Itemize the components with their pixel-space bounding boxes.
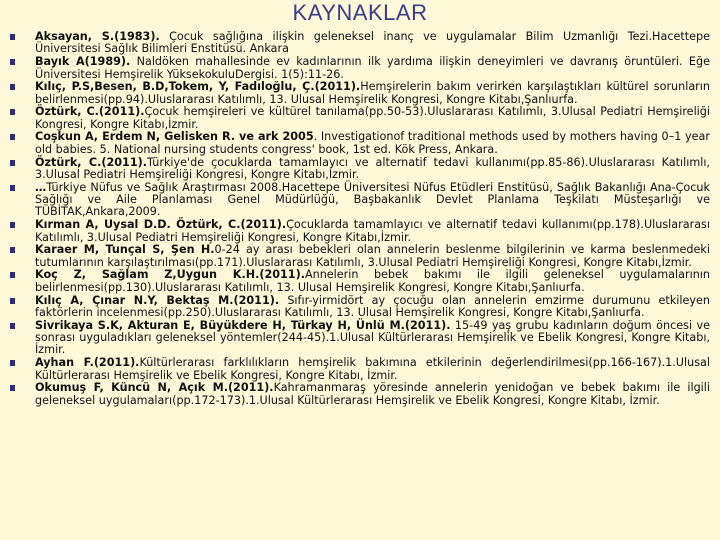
square-bullet-icon bbox=[10, 34, 15, 40]
reference-text: Türkiye Nüfus ve Sağlık Araştırması 2008.Hacettepe Üniversitesi Nüfus Etüdleri Enstitüsü, Sağlık Bakanlığı Ana-Çocuk Sağlığı ve Aile Planlaması Genel Müdürlüğü, Başbakanlık Devlet Planlama Teşkilatı Müsteşarlığı ve TÜBİTAK,Ankara,2009. bbox=[35, 180, 710, 219]
reference-author: Coşkun A, Erdem N, Gelisken R. ve ark 2005 bbox=[35, 130, 314, 144]
reference-author: Aksayan, S.(1983). bbox=[35, 30, 160, 43]
reference-text: Hemşirelerin bakım verirken karşılaştıkları kültürel sorunların belirlenmesi(pp.94).Uluslararası Katılımlı, 13. Ulusal Hemşirelik Kongresi, Kongre Kitabı,Şanlıurfa. bbox=[35, 80, 710, 106]
reference-text: 0-24 ay arası bebekleri olan annelerin beslenme bilgilerinin ve karma beslenmedeki tutumlarının karşılaştırılması(pp.171).Uluslararası Katılımlı, 3.Ulusal Pediatri Hemşireliği Kongresi, Kongre Kitabı,İzmir. bbox=[35, 243, 711, 269]
reference-author: Kılıç, P.S,Besen, B.D,Tokem, Y, Fadıloğlu, Ç.(2011). bbox=[35, 80, 361, 94]
reference-text: Çocuk hemşireleri ve kültürel tanılama(pp.50-53).Uluslararası Katılımlı, 3.Ulusal Pediatri Hemşireliği Kongresi, Kongre Kitabı,İzmir. bbox=[35, 105, 710, 131]
reference-author: Öztürk, C.(2011). bbox=[35, 155, 147, 169]
square-bullet-icon bbox=[10, 59, 15, 65]
reference-author: Kılıç A, Çınar N.Y, Bektaş M.(2011). bbox=[35, 293, 280, 307]
square-bullet-icon bbox=[10, 185, 15, 191]
square-bullet-icon bbox=[10, 160, 15, 166]
reference-author: Okumuş F, Küncü N, Açık M.(2011). bbox=[35, 381, 274, 395]
reference-author: Kırman A, Uysal D.D. Öztürk, C.(2011). bbox=[35, 218, 287, 232]
reference-text: Çocuklarda tamamlayıcı ve alternatif tedavi kullanımı(pp.178).Uluslararası Katılımlı, 3.Ulusal Pediatri Hemşireliği Kongresi, Kongre Kitabı,İzmir. bbox=[35, 218, 710, 244]
reference-text: Çocuk sağlığına ilişkin geleneksel inanç ve uygulamalar Bilim Uzmanlığı Tezi.Hacettepe Üniversitesi Sağlık Bilimleri Enstitüsü. Ankara bbox=[35, 30, 710, 56]
reference-item bbox=[10, 320, 710, 357]
square-bullet-icon bbox=[10, 385, 15, 391]
reference-text: . Investigationof traditional methods used by mothers having 0–1 year old babies. 5. National nursing students congress' book, 1st ed. Kök Press, Ankara. bbox=[35, 130, 710, 156]
reference-item bbox=[10, 357, 710, 382]
reference-author: Öztürk, C.(2011). bbox=[35, 105, 145, 119]
reference-text: Kahramanmaraş yöresinde annelerin yenidoğan ve bebek bakımı ile ilgili geleneksel uygulamaları(pp.172-173).1.Ulusal Kültürlerarası Hemşirelik ve Ebelik Kongresi, Kongre Kitabı, İzmir. bbox=[35, 381, 710, 407]
reference-item bbox=[10, 131, 710, 156]
square-bullet-icon bbox=[10, 134, 15, 140]
reference-text: Türkiye'de çocuklarda tamamlayıcı ve alternatif tedavi kullanımı(pp.85-86).Uluslararası Katılımlı, 3.Ulusal Pediatri Hemşireliği Kongresi, Kongre Kitabı,İzmir. bbox=[35, 155, 710, 181]
reference-item bbox=[10, 244, 710, 269]
reference-item bbox=[10, 219, 710, 244]
reference-text: 15-49 yaş grubu kadınların doğum öncesi ve sonrası uyguladıkları geleneksel yöntemler(244-45).1.Ulusal Kültürlerarası Hemşirelik ve Ebelik Kongresi, Kongre Kitabı, İzmir. bbox=[35, 318, 710, 357]
reference-text: Sıfır-yirmidört ay çocuğu olan annelerin emzirme durumunu etkileyen faktörlerin incelenmesi(pp.250).Uluslararası Katılımlı, 13. Ulusal Hemşirelik Kongresi, Kongre Kitabı,Şanlıurfa. bbox=[35, 293, 710, 319]
square-bullet-icon bbox=[10, 84, 15, 90]
reference-author: Koç Z, Sağlam Z,Uygun K.H.(2011). bbox=[35, 268, 305, 282]
reference-list bbox=[10, 31, 710, 407]
reference-author: Sivrikaya S.K, Akturan E, Büyükdere H, Türkay H, Ünlü M.(2011). bbox=[35, 318, 451, 332]
reference-author: Bayık A(1989). bbox=[35, 55, 131, 69]
reference-item bbox=[10, 31, 710, 56]
square-bullet-icon bbox=[10, 222, 15, 228]
reference-item bbox=[10, 382, 710, 407]
reference-item bbox=[10, 81, 710, 106]
reference-author: Ayhan F.(2011). bbox=[35, 356, 140, 370]
reference-item bbox=[10, 106, 710, 131]
square-bullet-icon bbox=[10, 323, 15, 329]
reference-item bbox=[10, 182, 710, 219]
reference-text: Kültürlerarası farklılıkların hemşirelik bakımına etkilerinin değerlendirilmesi(pp.166-167).1.Ulusal Kültürlerarası Hemşirelik ve Ebelik Kongresi, Kongre Kitabı, İzmir. bbox=[35, 356, 710, 382]
reference-author: Karaer M, Tunçal S, Şen H. bbox=[35, 243, 215, 257]
reference-author: … bbox=[35, 180, 47, 194]
page-title: KAYNAKLAR bbox=[292, 0, 428, 25]
square-bullet-icon bbox=[10, 360, 15, 366]
reference-item bbox=[10, 56, 710, 81]
square-bullet-icon bbox=[10, 247, 15, 253]
square-bullet-icon bbox=[10, 109, 15, 115]
reference-item bbox=[10, 269, 710, 294]
square-bullet-icon bbox=[10, 272, 15, 278]
square-bullet-icon bbox=[10, 298, 15, 304]
reference-text: Naldöken mahallesinde ev kadınlarının ilk yardıma ilişkin deneyimleri ve davranış öruntüleri. Eğe Üniversitesi Hemşirelik YüksekokuluDergisi. 1(5):11-26. bbox=[35, 55, 710, 81]
reference-item bbox=[10, 157, 710, 182]
reference-text: Annelerin bebek bakımı ile ilgili geleneksel uygulamalarının belirlenmesi(pp.130).Uluslararası Katılımlı, 13. Ulusal Hemşirelik Kongresi, Kongre Kitabı,Şanlıurfa. bbox=[35, 268, 710, 294]
reference-item bbox=[10, 295, 710, 320]
